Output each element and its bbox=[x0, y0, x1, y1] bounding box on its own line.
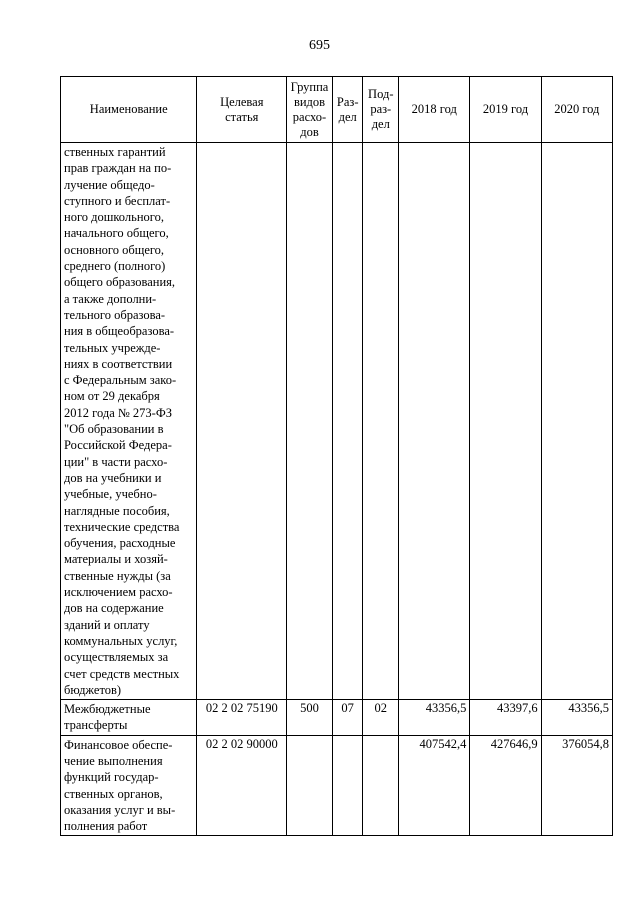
header-target: Целевая статья bbox=[197, 77, 287, 143]
row-podrazdel bbox=[363, 143, 399, 700]
header-group: Группа видов расхо- дов bbox=[287, 77, 333, 143]
row-name: ственных гарантий прав граждан на по- лучение общедо- ступного и бесплат- ного дошкольного, начального общего, основного общего, среднего (полного) общего образования, а также дополни- тельного образова- ния в общеобразова- тельных учрежде- ниях в соответствии с Федеральным зако- ном от 29 декабря 2012 года № 273-ФЗ "Об образовании в Российской Федера- ции" в части расхо- дов на учебники и учебные, учебно- наглядные пособия, технические средства обучения, расходные материалы и хозяй- ственные нужды (за исключением расхо- дов на содержание зданий и оплату коммунальных услуг, осуществляемых за счет средств местных бюджетов) bbox=[61, 143, 197, 700]
row-name: Межбюджетные трансферты bbox=[61, 700, 197, 736]
row-2019: 427646,9 bbox=[470, 735, 541, 836]
budget-table bbox=[60, 76, 613, 836]
row-name: Финансовое обеспе- чение выполнения функций государ- ственных органов, оказания услуг и вы- полнения работ bbox=[61, 735, 197, 836]
table-row bbox=[61, 143, 613, 700]
page-number: 695 bbox=[309, 38, 330, 53]
row-podrazdel bbox=[363, 735, 399, 836]
table-row bbox=[61, 735, 613, 836]
row-group bbox=[287, 735, 333, 836]
row-2018: 43356,5 bbox=[399, 700, 470, 736]
header-razdel: Раз- дел bbox=[332, 77, 363, 143]
row-razdel bbox=[332, 735, 363, 836]
row-razdel bbox=[332, 143, 363, 700]
row-2019 bbox=[470, 143, 541, 700]
table-row bbox=[61, 700, 613, 736]
row-2020: 43356,5 bbox=[541, 700, 612, 736]
header-name: Наименование bbox=[61, 77, 197, 143]
row-2018: 407542,4 bbox=[399, 735, 470, 836]
row-2020 bbox=[541, 143, 612, 700]
row-2020: 376054,8 bbox=[541, 735, 612, 836]
header-2018: 2018 год bbox=[399, 77, 470, 143]
row-razdel: 07 bbox=[332, 700, 363, 736]
row-podrazdel: 02 bbox=[363, 700, 399, 736]
row-target: 02 2 02 75190 bbox=[197, 700, 287, 736]
header-podrazdel: Под- раз- дел bbox=[363, 77, 399, 143]
row-2018 bbox=[399, 143, 470, 700]
table-header-row bbox=[61, 77, 613, 143]
row-target bbox=[197, 143, 287, 700]
header-2019: 2019 год bbox=[470, 77, 541, 143]
row-target: 02 2 02 90000 bbox=[197, 735, 287, 836]
row-group: 500 bbox=[287, 700, 333, 736]
row-group bbox=[287, 143, 333, 700]
header-2020: 2020 год bbox=[541, 77, 612, 143]
row-2019: 43397,6 bbox=[470, 700, 541, 736]
